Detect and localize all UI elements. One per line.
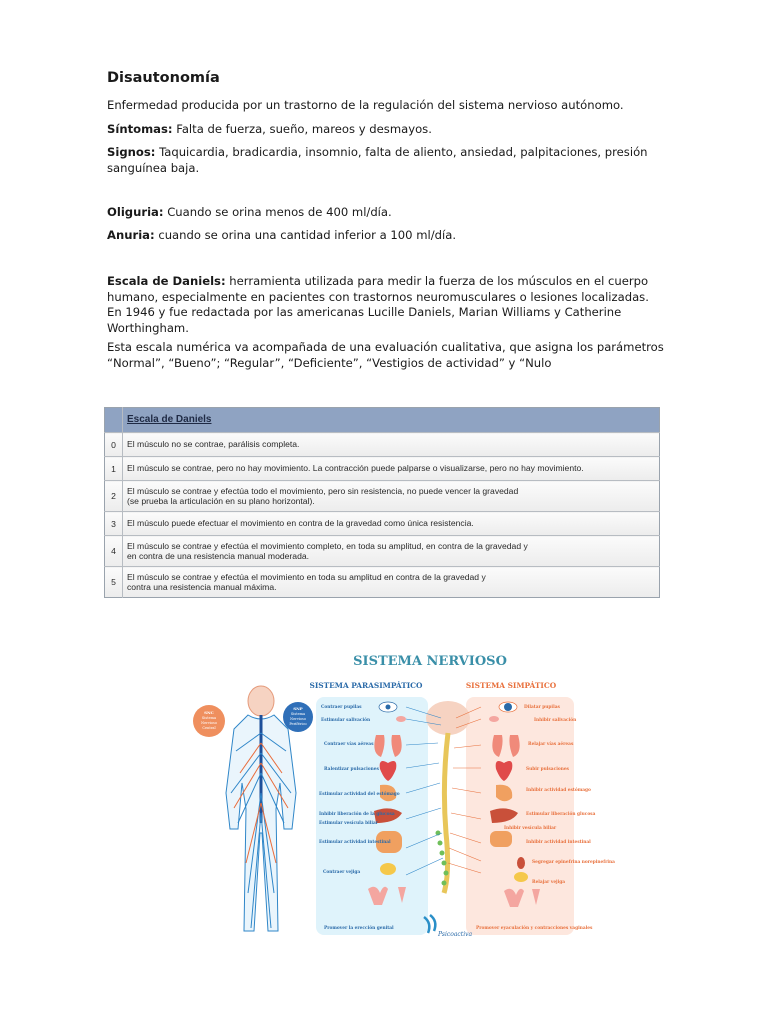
table-row [105,481,660,512]
svg-text:Central: Central [202,726,216,730]
bladder-icon [380,863,396,875]
para-label: Estimular actividad del estómago [319,792,400,797]
row-number: 0 [105,433,123,457]
row-number: 1 [105,457,123,481]
table-row [105,433,660,457]
row-text: El músculo no se contrae, parálisis completa. [127,439,300,450]
svg-text:Sistema: Sistema [201,716,217,720]
para-label: Contraer vejiga [323,870,361,875]
row-text: El músculo puede efectuar el movimiento en contra de la gravedad como única resistencia. [127,518,474,529]
document-title: Disautonomía [107,70,220,86]
mouth-icon [489,716,499,722]
sintomas-text: Falta de fuerza, sueño, mareos y desmayos. [172,122,432,136]
row-text: El músculo se contrae y efectúa el movimiento completo, en toda su amplitud, en contra de la gravedad y [127,540,528,551]
signos-label: Signos: [107,145,156,159]
intro-paragraph: Enfermedad producida por un trastorno de la regulación del sistema nervioso autónomo. [107,98,624,112]
simp-label: Relajar vejiga [532,880,566,885]
mouth-icon [396,716,406,722]
para-label: Contraer pupilas [321,705,362,710]
row-number: 3 [105,512,123,536]
daniels-paragraph [107,274,667,336]
parasympathetic-title: SISTEMA PARASIMPÁTICO [309,681,423,690]
row-number: 4 [105,536,123,567]
daniels-text: herramienta utilizada para medir la fuerza de los músculos en el cuerpo humano, especialmente en pacientes con trastornos neuromusculares o lesiones localizadas. En 1946 y fue redactada por las americanas Lucille Daniels, Marian Williams y Catherine Worthingham. [107,274,649,335]
para-label: Inhibir liberación de la glucosa [319,812,395,817]
spinal-cord [444,733,448,893]
snp-badge [283,702,313,732]
table-row [105,457,660,481]
para-label: Estimular actividad intestinal [319,840,391,845]
psicoactiva-logo [424,915,473,938]
row-number: 2 [105,481,123,512]
brain-icon [426,701,470,735]
simp-label: Promover eyaculación y contracciones vaginales [476,926,593,931]
daniels-label: Escala de Daniels: [107,274,226,288]
row-number: 5 [105,567,123,598]
oliguria-paragraph [107,205,667,221]
row-text: El músculo se contrae y efectúa todo el movimiento, pero sin resistencia, no puede vencer la gravedad [127,485,519,496]
escala-paragraph: Esta escala numérica va acompañada de una evaluación cualitativa, que asigna los parámetros “Normal”, “Bueno”; “Regular”, “Deficiente”, “Vestigios de actividad” y “Nulo [107,340,664,370]
simp-label: Inhibir vesícula biliar [504,826,557,831]
row-text-2: contra una resistencia manual máxima. [127,582,277,592]
simp-label: Inhibir actividad estómago [526,788,591,793]
para-label: Ralentizar pulsaciones [324,767,379,772]
table-header-row [105,408,660,433]
para-label: Estimular vesícula biliar [319,821,379,826]
oliguria-text: Cuando se orina menos de 400 ml/día. [163,205,392,219]
svg-text:Nervioso: Nervioso [201,721,217,725]
svg-text:Sistema: Sistema [290,712,306,716]
oliguria-label: Oliguria: [107,205,164,219]
pupil-icon [386,705,391,710]
simp-label: Estimular liberación glucosa [526,812,596,817]
daniels-table [104,407,660,598]
sintomas-label: Síntomas: [107,122,173,136]
para-label: Promover la erección genital [324,926,394,931]
simp-label: Subir pulsaciones [526,767,569,772]
nervous-system-infographic [176,633,615,945]
simp-label: Inhibir salivación [534,718,577,723]
infographic-title: SISTEMA NERVIOSO [353,654,507,669]
table-row [105,536,660,567]
sympathetic-title: SISTEMA SIMPÁTICO [465,681,557,690]
para-label: Contraer vías aéreas [324,742,374,747]
anuria-label: Anuria: [107,228,155,242]
snc-badge [193,705,225,737]
svg-text:SNC: SNC [204,710,214,715]
bladder-icon [514,872,528,882]
row-text-2: en contra de una resistencia manual moderada. [127,551,310,561]
svg-text:Nervioso: Nervioso [290,717,306,721]
simp-label: Segregar epinefrina norepinefrina [532,860,615,865]
svg-text:SNP: SNP [293,706,303,711]
para-label: Estimular salivación [321,718,371,723]
table-header: Escala de Daniels [123,408,660,433]
row-text: El músculo se contrae, pero no hay movimiento. La contracción puede palparse o visualizarse, pero no hay movimiento. [127,463,584,474]
signos-text: Taquicardia, bradicardia, insomnio, falta de aliento, ansiedad, palpitaciones, presión sanguínea baja. [107,145,648,175]
simp-label: Relajar vías aéreas [528,742,574,747]
table-row [105,567,660,598]
pupil-icon [504,703,512,711]
kidney-icon [517,857,525,869]
simp-label: Dilatar pupilas [524,705,560,710]
svg-text:Periférico: Periférico [289,722,307,726]
anuria-paragraph [107,228,667,244]
simp-label: Inhibir actividad intestinal [526,840,591,845]
row-text-2: (se prueba la articulación en su plano horizontal). [127,496,315,506]
signos-paragraph [107,145,667,176]
anuria-text: cuando se orina una cantidad inferior a 100 ml/día. [154,228,457,242]
row-text: El músculo se contrae y efectúa el movimiento en toda su amplitud en contra de la gravedad y [127,571,486,582]
sintomas-paragraph [107,122,667,138]
table-row [105,512,660,536]
brand-name: Psicoactiva [438,931,473,938]
intestine-icon [490,831,512,847]
